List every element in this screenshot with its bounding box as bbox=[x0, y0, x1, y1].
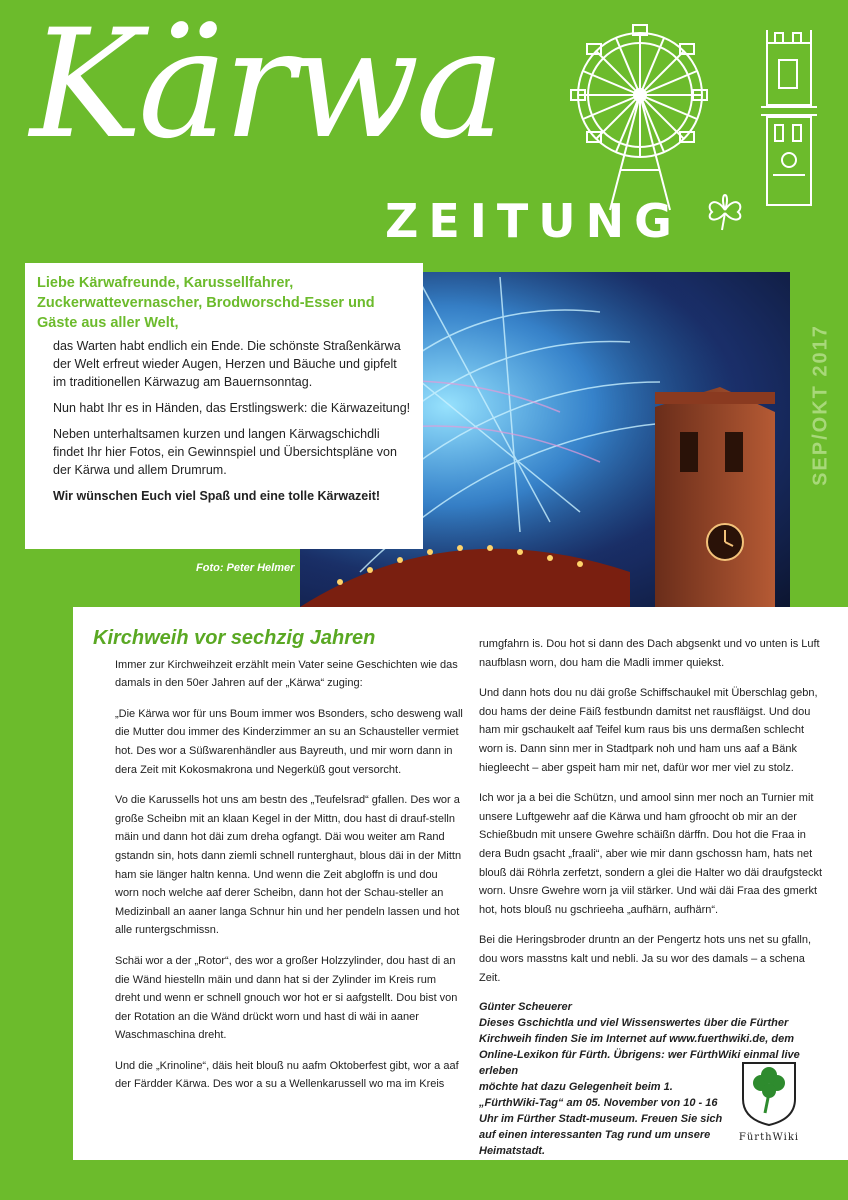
logo-text: FürthWiki bbox=[738, 1132, 800, 1143]
article-paragraph: Und dann hots dou nu däi große Schiffschaukel mit Überschlag gebn, dou hams der deine Fäiß festbundn damitst net rausfläigst. Und dou ham mir gschaukelt aaf Teifel kum raus bis uns dermaßen schlecht worn is. Dann sinn mer in Stadtpark noh und ham uns aaf a Bänk hiegleecht – aber gspeit ham mir net, dafür wor mer viel zu stolz. bbox=[479, 687, 818, 774]
article-paragraph: Und die „Krinoline“, däis heit blouß nu aafm Oktoberfest gibt, wor a aaf der Färdder Kärwa. Des wor a su a Wellenkarussell wo ma im Kreis bbox=[115, 1059, 459, 1091]
article-column-left bbox=[93, 607, 463, 1106]
photo-caption: Foto: Peter Helmer bbox=[196, 562, 295, 574]
article-paragraph: Vo die Karussells hot uns am bestn des „Teufelsrad“ gfallen. Des wor a große Scheibn mit an klaan Kegel in der Mittn, dou hast di drauf-stelln mäin und dann hot däi zum dreha ogfangt. Däi wou weiter am Rand gstandn sin, hots dann ziemli schnell runterghaut, blous däi in der Mittn ham sie länger haltn kenna. Und wenn die Zeit abgloffn is und dou worn noch welche aaf derer Scheibn, dann hot der Schau-steller an Medizinball an aaner langa Schnur hin und her pendeln lassen und hot alle runtergschmissn. bbox=[115, 794, 462, 937]
tower-icon bbox=[755, 25, 825, 210]
article-paragraph: rumgfahrn is. Dou hot si dann des Dach abgsenkt und vo unten is Luft naufblasn worn, dou ham die Madli immer quiekst. bbox=[479, 638, 820, 669]
masthead-title: Kärwa bbox=[30, 0, 502, 172]
ferris-wheel-icon bbox=[565, 20, 715, 220]
fuerthwiki-logo bbox=[729, 1059, 809, 1149]
signature-note: möchte hat dazu Gelegenheit beim 1. „FürthWiki-Tag“ am 05. November von 10 - 16 Uhr im Fürther Stadt-museum. Freuen Sie sich auf einen interessanten Tag rund um unsere Heimatstadt. bbox=[479, 1081, 723, 1158]
intro-box bbox=[25, 263, 423, 549]
intro-heading: Liebe Kärwafreunde, Karussellfahrer, Zuckerwattevernascher, Brodworschd-Esser und Gäste aus aller Welt, bbox=[37, 275, 375, 331]
author-name: Günter Scheuerer bbox=[479, 1001, 572, 1014]
intro-paragraph: das Warten habt endlich ein Ende. Die schönste Straßenkärwa der Welt erfreut wieder Augen, Herzen und Bäuche und gipfelt im traditionellen Kärwazug am Bauernsonntag. bbox=[53, 339, 401, 389]
intro-paragraph: Nun habt Ihr es in Händen, das Erstlingswerk: die Kärwazeitung! bbox=[53, 401, 411, 415]
article-paragraph: Ich wor ja a bei die Schützn, und amool sinn mer noch an Turnier mit unsere Luftgewehr aaf die Kärwa und ham gfroocht ob mir an der Schießbudn mit unsere Gwehre schäißn därffn. Dou hot die Fraa in dera Budn gsacht „fraali“, aber wie mir dann gschossn ham, hats net blouß däi Röhrla zerfetzt, sondern a glei die Halter wo däi draufgsteckt worn. Unsre Gwehre worn ja viil stärker. Und wäi däi Fraa des gmerkt hot, hots blouß nu gschrieeha „aufhärn, aufhärn“. bbox=[479, 792, 823, 916]
article-paragraph: Bei die Heringsbroder druntn an der Pengertz hots uns net su gfalln, dou wors masstns kalt und nebli. Ja su wor des damals – a schena Zeit. bbox=[479, 934, 812, 984]
issue-date bbox=[806, 290, 836, 520]
intro-body bbox=[37, 337, 411, 505]
article bbox=[73, 607, 848, 1160]
article-paragraph: Immer zur Kirchweihzeit erzählt mein Vater seine Geschichten wie das damals in den 50er Jahren auf der „Kärwa“ zuging: bbox=[115, 658, 458, 690]
article-title: Kirchweih vor sechzig Jahren bbox=[93, 627, 376, 649]
masthead-subtitle: ZEITUNG bbox=[385, 194, 682, 248]
article-paragraph: Schäi wor a der „Rotor“, des wor a großer Holzzylinder, dou hast di an die Wänd hiestelln mäin und dann hat si der Zylinder im Kreis rum dreht und wenn er schnell gnouch wor hot er si aafgstellt. Dou bist von der Rotation an die Wänd drückt worn und hast di wäi in aaner Waschmaschina dreht. bbox=[115, 954, 458, 1042]
clover-shield-icon bbox=[739, 1059, 799, 1127]
intro-paragraph: Neben unterhaltsamen kurzen und langen Kärwagschichdli findet Ihr hier Fotos, ein Gewinnspiel und Übersichtspläne von der Kärwa und allem Drumrum. bbox=[53, 427, 397, 477]
masthead bbox=[0, 0, 848, 265]
signature-note: Dieses Gschichtla und viel Wissenswertes über die Fürther Kirchweih finden Sie im Internet auf www.fuerthwiki.de, dem Online-Lexikon für Fürth. Übrigens: wer FürthWiki einmal live erleben bbox=[479, 1017, 800, 1078]
clover-icon bbox=[700, 185, 750, 235]
issue-date-text: SEP/OKT 2017 bbox=[809, 324, 832, 486]
article-paragraph: „Die Kärwa wor für uns Boum immer wos Bsonders, scho desweng wall die Mutter dou immer des Kinderzimmer an su an Schausteller vermiet hot. Des wor a Süßwarenhändler aus Bayreuth, und mir worn dann in dera Zeit mit Kokosmakrona und Negerküß gout versorcht. bbox=[115, 707, 463, 776]
intro-closing: Wir wünschen Euch viel Spaß und eine tolle Kärwazeit! bbox=[53, 489, 381, 503]
